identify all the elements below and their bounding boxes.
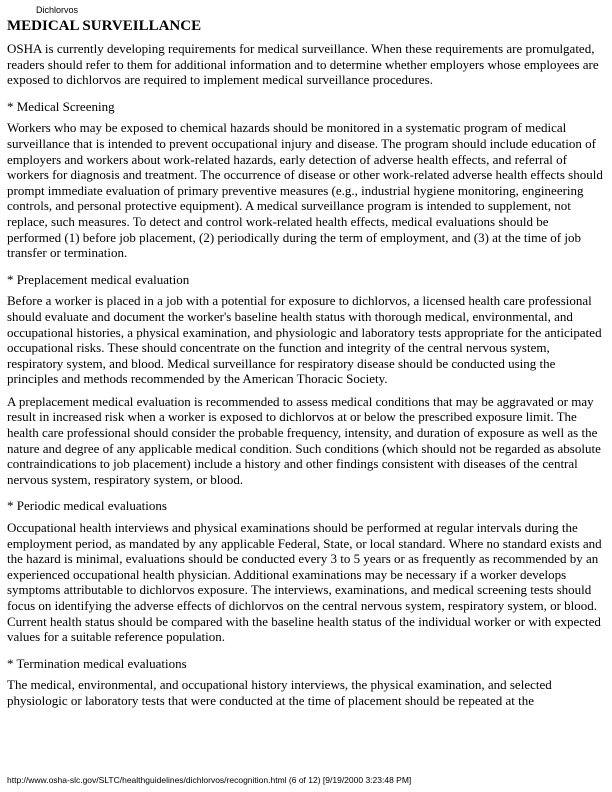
document-content [7,18,605,716]
section-heading-preplacement-medical-evaluation: * Preplacement medical evaluation [7,271,190,287]
page-footer-url: http://www.osha-slc.gov/SLTC/healthguidelines/dichlorvos/recognition.html (6 of 12) [9/19/2000 3:23:48 PM] [7,775,412,785]
intro-paragraph: OSHA is currently developing requirements for medical surveillance. When these requirements are promulgated, readers should refer to them for additional information and to determine whether employers whose employees are exposed to dichlorvos are required to implement medical surveillance procedures. [7,41,599,88]
paragraph: The medical, environmental, and occupational history interviews, the physical examination, and selected physiologic or laboratory tests that were conducted at the time of placement should be repeated at the [7,677,552,708]
paragraph: A preplacement medical evaluation is recommended to assess medical conditions that may be aggravated or may result in increased risk when a worker is exposed to dichlorvos at or below the prescribed exposure limit. The health care professional should consider the probable frequency, intensity, and duration of exposure as well as the nature and degree of any applicable medical condition. Such conditions (which should not be regarded as absolute contraindications to job placement) include a history and other findings consistent with diseases of the central nervous system, respiratory system, or blood. [7,393,601,487]
paragraph: Workers who may be exposed to chemical hazards should be monitored in a systematic program of medical surveillance that is intended to prevent occupational injury and disease. The program should include education of employers and workers about work-related hazards, early detection of adverse health effects, and referral of workers for diagnosis and treatment. The occurrence of disease or other work-related adverse health effects should prompt immediate evaluation of primary preventive measures (e.g., industrial hygiene monitoring, engineering controls, and personal protective equipment). A medical surveillance program is intended to supplement, not replace, such measures. To detect and control work-related health effects, medical evaluations should be performed (1) before job placement, (2) periodically during the term of employment, and (3) at the time of job transfer or termination. [7,120,603,261]
paragraph: Before a worker is placed in a job with a potential for exposure to dichlorvos, a licensed health care professional should evaluate and document the worker's baseline health status with thorough medical, environmental, and occupational histories, a physical examination, and physiologic and laboratory tests appropriate for the anticipated occupational risks. These should concentrate on the function and integrity of the central nervous system, respiratory system, and blood. Medical surveillance for respiratory disease should be conducted using the principles and methods recommended by the American Thoracic Society. [7,293,602,387]
section-heading-termination-medical-evaluations: * Termination medical evaluations [7,655,187,671]
document-title: MEDICAL SURVEILLANCE [7,18,202,34]
paragraph: Occupational health interviews and physical examinations should be performed at regular intervals during the employment period, as mandated by any applicable Federal, State, or local standard. Where no standard exists and the hazard is minimal, evaluations should be conducted every 3 to 5 years or as frequently as recommended by an experienced occupational health physician. Additional examinations may be necessary if a worker develops symptoms attributable to dichlorvos exposure. The interviews, examinations, and medical screening tests should focus on identifying the adverse effects of dichlorvos on the central nervous system, respiratory system, or blood. Current health status should be compared with the baseline health status of the individual worker or with expected values for a suitable reference population. [7,520,602,645]
section-heading-medical-screening: * Medical Screening [7,98,115,114]
section-heading-periodic-medical-evaluations: * Periodic medical evaluations [7,498,167,514]
page-header-title: Dichlorvos [36,5,79,15]
